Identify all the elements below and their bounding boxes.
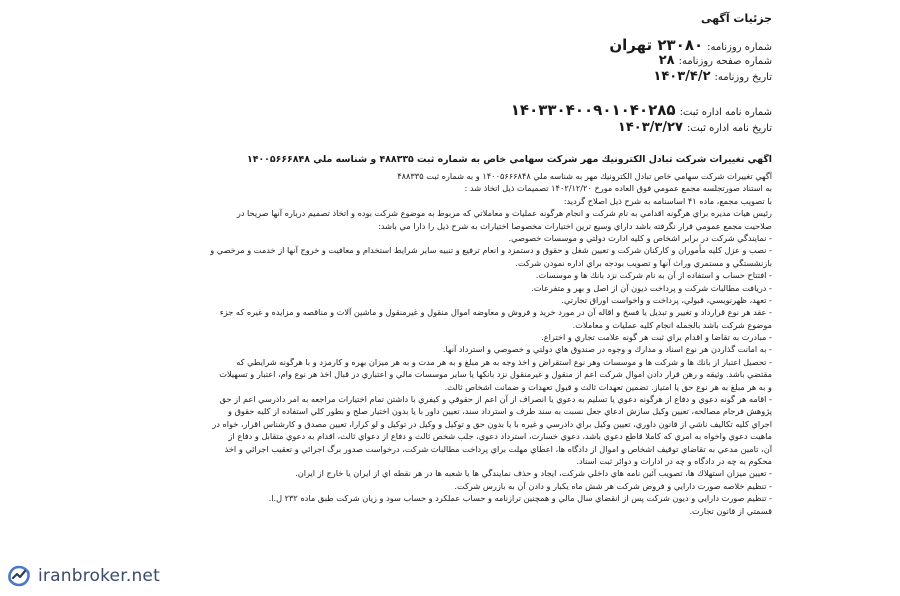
watermark-text: iranbroker.net	[38, 566, 160, 586]
registration-date-value: ۱۴۰۳/۳/۲۷	[617, 120, 683, 135]
page-title: جزئیات آگهی	[701, 12, 772, 25]
newspaper-number-row	[609, 38, 772, 54]
body-line: - به امانت گذاردن هر نوع اسناد و مدارك و وجوه در صندوق هاي دولتي و خصوصي و استرداد آنها.	[442, 344, 772, 355]
body-line: - مبادرت به تقاضا و اقدام براي ثبت هر گونه علامت تجاري و اختراع.	[541, 332, 772, 343]
newspaper-page-value: ۲۸	[658, 53, 675, 68]
body-line: بازنشستگي و مستمري وراث آنها و تصويب بودجه براي اداره نمودن شركت.	[515, 257, 772, 268]
body-line: پژوهش فرجام مصالحه، تعيين وكيل سازش ادعاي جعل نسبت به سند طرف و استرداد سند، تعيين داور با يا بدون اختيار صلح و بطور كلي استفاده از كليه حقوق و	[228, 406, 772, 417]
registration-date-row	[511, 121, 772, 139]
body-line: - تحصيل اعتبار از بانك ها و شركت ها و موسسات وهر نوع استقراض و اخذ وجه به هر مبلغ و به هر مدت و به هر ميزان بهره و كارمزد و با هرگونه شرايطي كه	[236, 356, 772, 367]
newspaper-info	[609, 38, 772, 86]
body-line: آن، تامين مدعي به تقاضاي توقيف اشخاص و اموال از دادگاه ها، اعطاي مهلت براي پرداخت مطالبات شركت، درخواست صدور برگ اجرائي و تعقيب اجرائي و اخذ	[224, 443, 772, 454]
registration-info	[511, 103, 772, 139]
broker-logo-icon	[6, 563, 32, 589]
body-line: محكوم به چه در دادگاه و چه در ادارات و دوائر ثبت اسناد.	[576, 455, 772, 466]
body-line: - دريافت مطالبات شركت و پرداخت ديون آن از اصل و بهر و متفرعات.	[531, 282, 772, 293]
body-line: ماهيت دعوي واخواه به امري كه كاملا قاطع دعوي باشد، دعوي خسارت، استرداد دعوي، جلب شخص ثالث و دفاع از دعواي ثالث، اقدام به دعوي متقابل و دفاع از	[228, 431, 772, 442]
body-line: موضوع شركت باشد بالجمله انجام كليه عمليات و معاملات.	[572, 319, 772, 330]
body-line: آگهي تغييرات شركت سهامي خاص تبادل الكترونيك مهر به شناسه ملي ۱۴۰۰۵۶۶۶۸۴۸ و به شماره ثبت ۴۸۸۳۳۵	[397, 171, 772, 181]
body-line: قسمتي از قانون تجارت.	[689, 505, 772, 516]
body-line: رئيس هيات مديره براي هرگونه اقدامي به نام شركت و انجام هرگونه عمليات و معاملاتي كه مربوط به موضوع شركت بوده و اتخاذ تصميم درباره آنها صريحا در	[236, 208, 772, 219]
newspaper-date-label: تاریخ روزنامه:	[714, 72, 772, 83]
registration-number-label: شماره نامه اداره ثبت:	[679, 107, 772, 118]
body-line: - تنظيم صورت دارايي و ديون شركت پس از انقضاي سال مالي و همچنين ترازنامه و حساب عملكرد و حساب سود و زيان شركت طبق ماده ۲۳۲ ل.ا.	[268, 493, 772, 504]
watermark	[6, 560, 160, 592]
announcement-body	[132, 170, 772, 517]
body-line: - تعهد، ظهرنويسي، قبولي، پرداخت و واخواست اوراق تجارتي.	[561, 294, 772, 305]
body-line: - نصب و عزل كليه مأموران و كاركنان شركت و تعيين شغل و حقوق و دستمزد و انعام ترفيع و تنبيه ساير شرايط استخدام و معافيت و خروج آنها از خدمت و مرخصي و	[210, 245, 772, 256]
body-line: مقتضي باشد. وثيقه و رهن قرار دادن اموال شركت اعم از منقول و غيرمنقول نزد بانكها يا ساير موسسات مالي و اعتباري در قبال اخذ هر نوع وام، اعتبار و تسهيلات	[219, 369, 772, 380]
body-line: - افتتاح حساب و استفاده از آن به نام شركت نزد بانك ها و موسسات.	[535, 270, 772, 281]
body-line: - تعيين ميزان استهلاك ها، تصويب آئين نامه هاي داخلي شركت، ايجاد و حذف نمايندگي ها يا شعبه ها در هر نقطه اي از ايران يا خارج از ايران.	[295, 468, 772, 479]
newspaper-page-label: شماره صفحه روزنامه:	[678, 56, 772, 67]
body-line: به استناد صورتجلسه مجمع عمومي فوق العاده مورخ ۱۴۰۲/۱۲/۲۰ تصميمات ذيل اتخاذ شد :	[464, 183, 772, 194]
newspaper-number-value: ۲۳۰۸۰ تهران	[609, 36, 704, 54]
announcement-heading: آگهي تغييرات شركت تبادل الكترونيك مهر شركت سهامي خاص به شماره ثبت ۴۸۸۳۳۵ و شناسه ملي ۱۴۰۰۵۶۶۶۸۴۸	[247, 154, 772, 165]
body-line: صلاحيت مجمع عمومي قرار نگرفته باشد داراي وسيع ترين اختيارات مخصوصا اختيارات به شرح ذيل را دارا مي باشد:	[378, 220, 772, 231]
body-line: - عقد هر نوع قرارداد و تغيير و تبديل يا فسخ و اقاله آن در مورد خريد و فروش و معاوضه اموال منقول و غيرمنقول و ماشين آلات و مناقصه و مزايده و غيره كه جزء	[219, 307, 772, 318]
registration-number-value: ۱۴۰۳۳۰۴۰۰۹۰۱۰۴۰۲۸۵	[510, 101, 676, 119]
registration-date-label: تاریخ نامه اداره ثبت:	[686, 123, 772, 134]
body-line: و به هر مبلغ به هر نوع حق يا امتياز. تضمين تعهدات ثالث و قبول تعهدات و ضمانت اشخاص ثالث.	[444, 381, 772, 392]
body-line: اجراي كليه تكاليف ناشي از قانون داوري، تعيين وكيل براي دادرسي و غيره با يا بدون حق و توكيل و وكيل در توكيل و لو كرارا، تعيين مصدق و كارشناس اقرار، خواه در	[212, 418, 772, 429]
newspaper-date-row	[609, 70, 772, 86]
body-line: - اقامه هر گونه دعوي و دفاع از هرگونه دعوي يا تسليم به دعوي يا انصراف از آن اعم از حقوقي و كيفري با داشتن تمام اختيارات مراجعه به امر دادرسي اعم از حق	[219, 394, 772, 405]
registration-number-row	[511, 103, 772, 121]
newspaper-page-row	[609, 54, 772, 70]
body-line: - نمايندگي شركت در برابر اشخاص و كليه ادارت دولتي و موسسات خصوصي.	[508, 232, 772, 243]
body-line: با تصويب مجمع، ماده ۴۱ اساسنامه به شرح ذيل اصلاح گرديد:	[563, 195, 772, 206]
newspaper-number-label: شماره روزنامه:	[707, 42, 772, 53]
newspaper-date-value: ۱۴۰۳/۴/۲	[653, 69, 711, 84]
body-line: - تنظيم خلاصه صورت دارايي و فروض شركت هر شش ماه يكبار و دادن آن به بازرس شركت.	[454, 480, 772, 491]
